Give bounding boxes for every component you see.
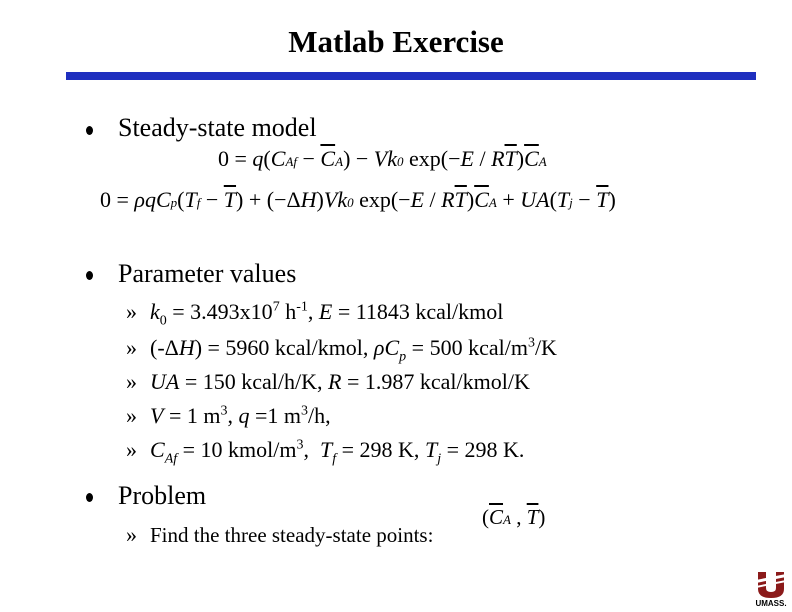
sub-bullet-marker: » [126, 335, 137, 360]
bullet-dot [86, 493, 93, 502]
section-heading-model: Steady-state model [118, 113, 317, 142]
parameter-line-3: UA = 150 kcal/h/K, R = 1.987 kcal/kmol/K [150, 369, 530, 394]
parameter-line-2: (-ΔH) = 5960 kcal/kmol, $\rho C_p = 500$ kcal/$m^3/K$ [150, 335, 557, 365]
parameter-line-1: $k_0 = 3.493x10^7$ $h^{-1}$, E = 11843 kcal/kmol [150, 299, 504, 329]
section-heading-parameters: Parameter values [118, 259, 297, 288]
title-divider [66, 72, 756, 80]
steady-state-equation-1: $0 = q(CAf - \overline{C}A) - Vk0$ $\exp(-E / R\overline{T})\overline{C}A$ [218, 146, 547, 171]
parameter-line-4: V = 1 $m^3$, q =1 $m^3/h$, [150, 403, 331, 428]
sub-bullet-marker: » [126, 403, 137, 428]
parameter-line-5: $C_{Af} = 10$ kmol/$m^3$, $T_f = 298$ K, $T_j = 298$ K. [150, 437, 525, 467]
sub-bullet-marker: » [126, 522, 137, 547]
sub-bullet-marker: » [126, 299, 137, 324]
steady-state-point: ($\overline{C}A$ , $\overline{T}$) [482, 505, 546, 529]
logo-text: UMASS. [755, 599, 787, 608]
steady-state-equation-2: $0 = \rho qCp(Tf - \overline{T}) + (-\Delta H)Vk0$ $\exp(-E / R\overline{T})\overline{C}A + UA(Tj - \overline{T})$ [100, 187, 616, 212]
bullet-dot [86, 271, 93, 280]
sub-bullet-marker: » [126, 437, 137, 462]
section-heading-problem: Problem [118, 481, 207, 510]
sub-bullet-marker: » [126, 369, 137, 394]
slide-title: Matlab Exercise [288, 24, 504, 59]
problem-item: Find the three steady-state points: [150, 523, 434, 547]
umass-logo-icon [752, 568, 790, 608]
bullet-dot [86, 126, 93, 135]
